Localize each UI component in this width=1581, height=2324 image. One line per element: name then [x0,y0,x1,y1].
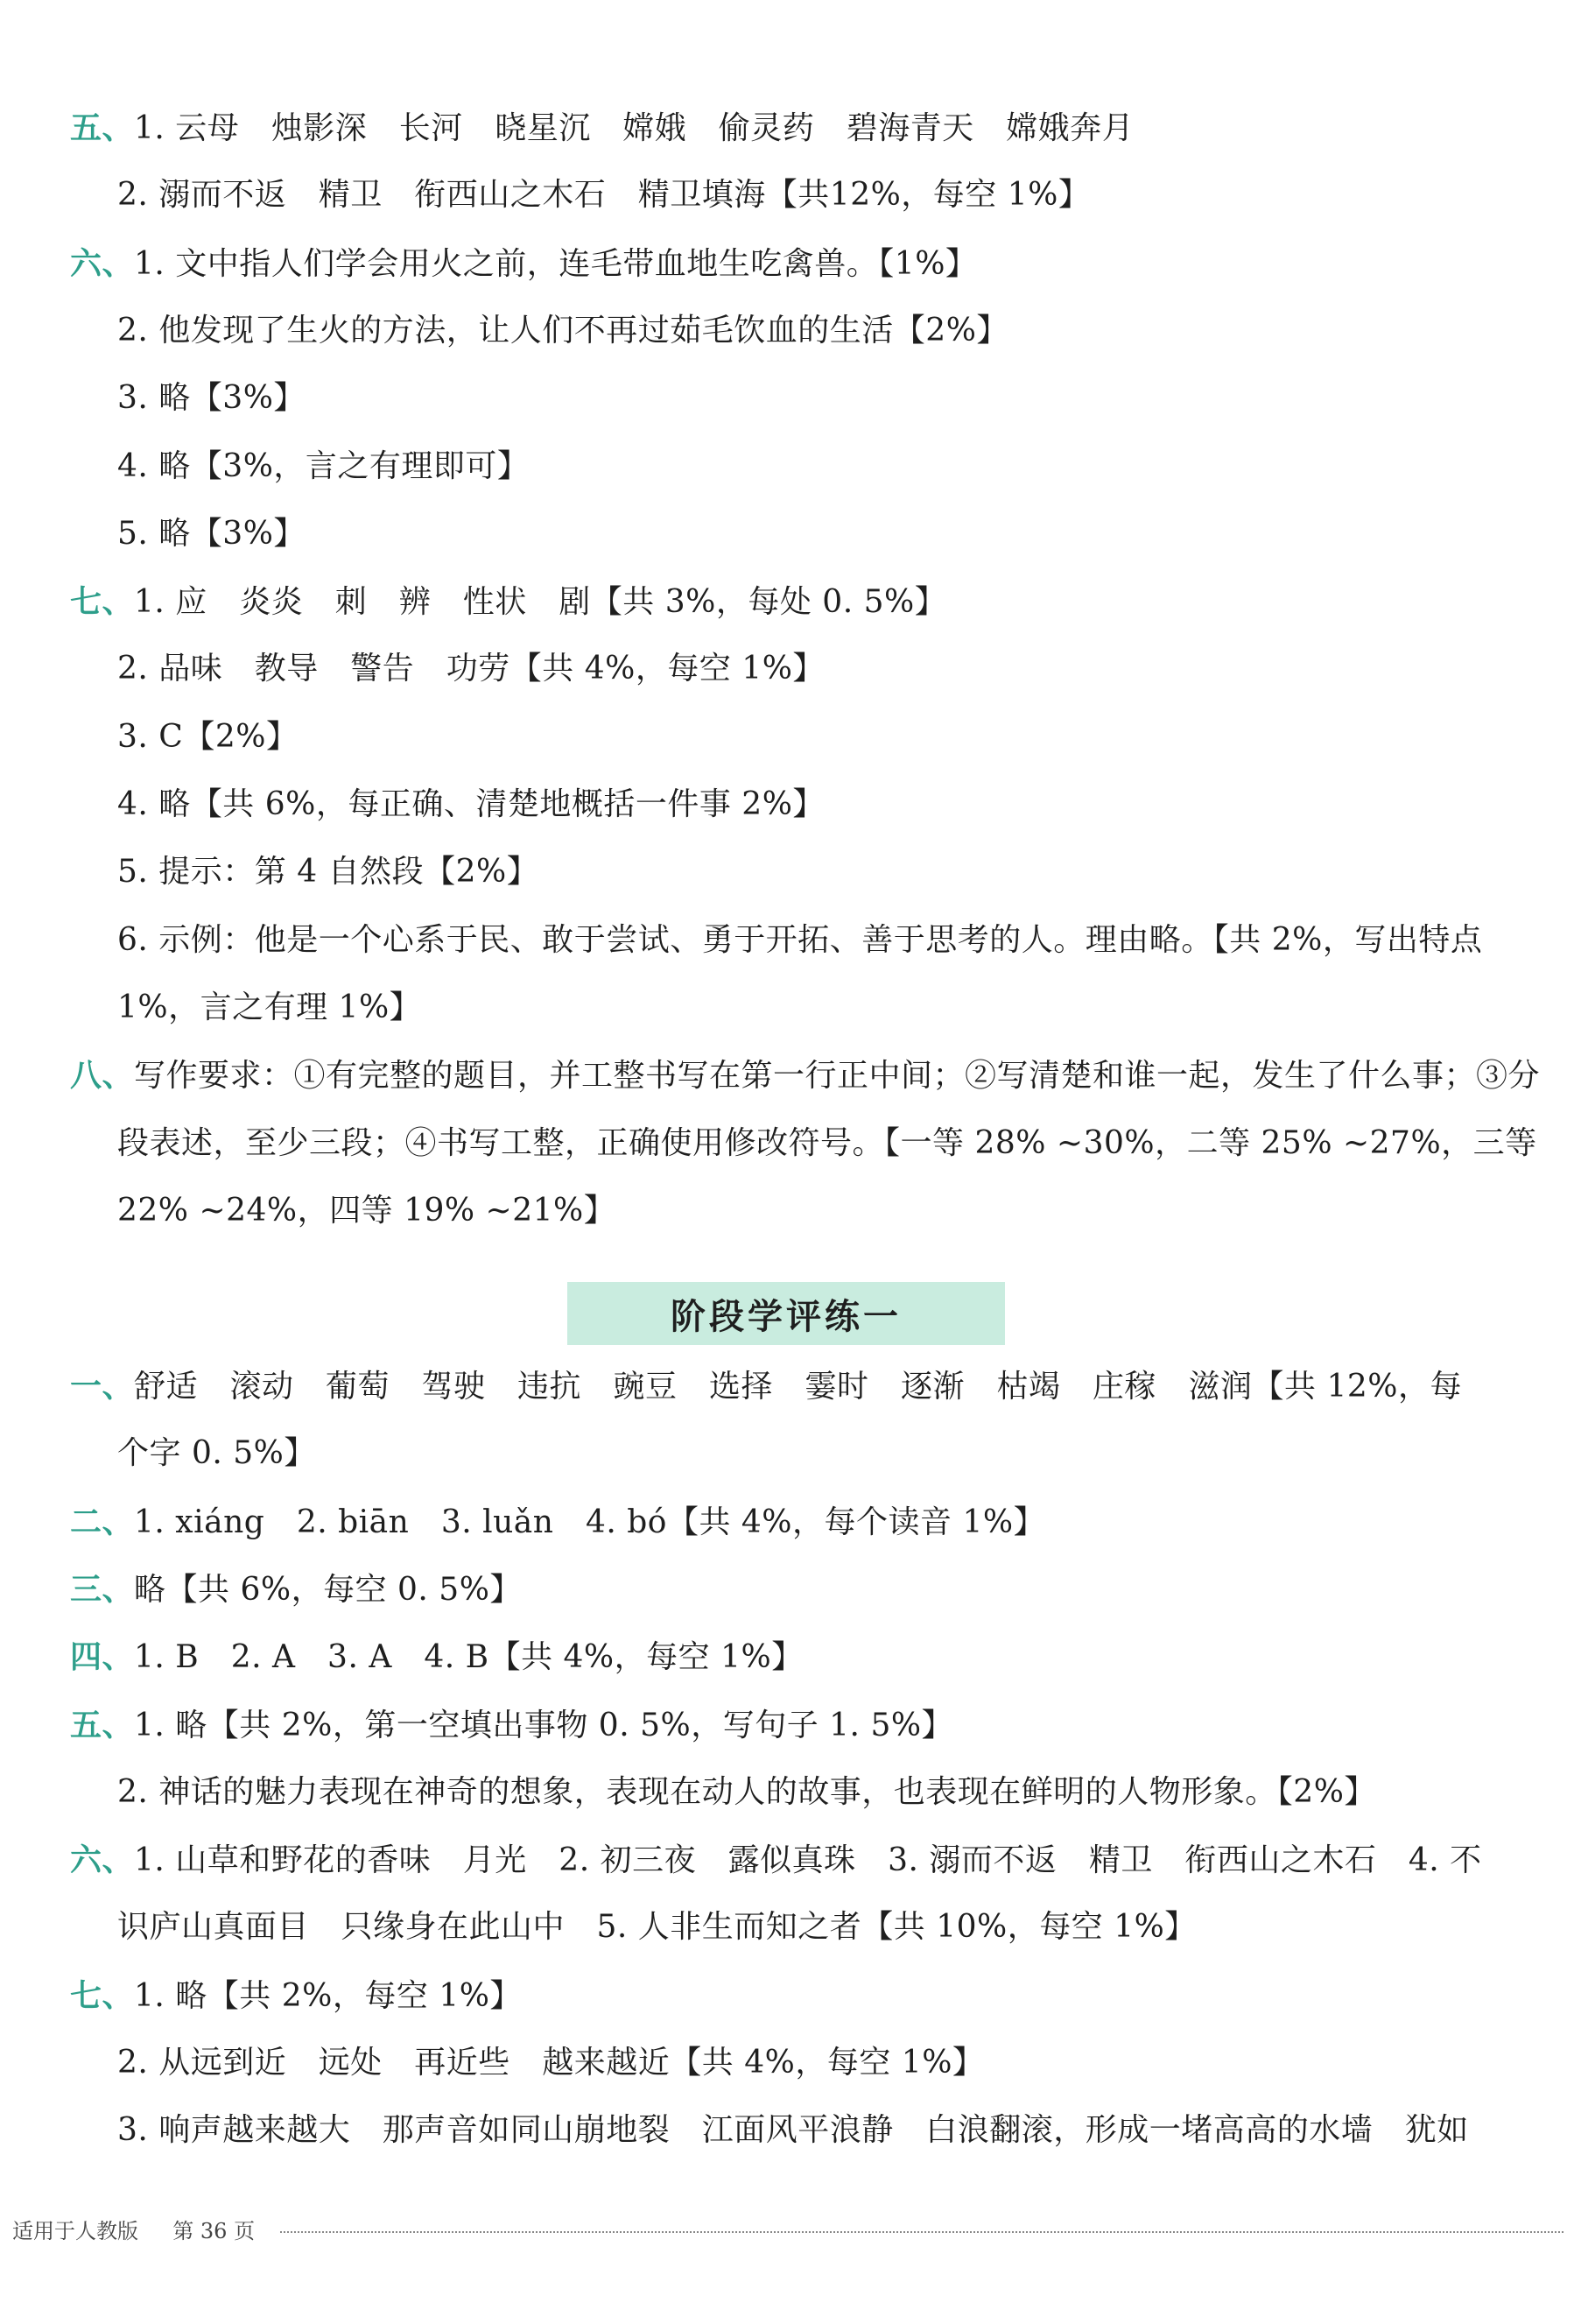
question-number: 三、 [70,1570,135,1608]
answer-text: 2. 他发现了生火的方法，让人们不再过茹毛饮血的生活【2%】 [117,312,1008,349]
footer-dotted-rule [280,2231,1563,2233]
answer-text: 1. 应 炎炎 刺 辨 性状 剧【共 3%，每处 0. 5%】 [134,584,947,621]
answer-text: 3. C【2%】 [117,718,299,755]
edition-label: 适用于人教版 [12,2219,138,2243]
answer-line [117,308,1502,354]
answer-text: 22% ~24%，四等 19% ~21%】 [117,1192,616,1229]
answer-text: 5. 提示：第 4 自然段【2%】 [117,854,539,891]
answer-text: 5. 略【3%】 [117,515,306,552]
answer-text: 1%，言之有理 1%】 [117,989,422,1025]
answer-line [117,849,1502,895]
answer-line [70,105,1502,151]
question-number: 七、 [70,583,135,621]
answer-line [70,1567,1502,1613]
answer-line [117,646,1502,692]
question-number: 一、 [70,1368,135,1405]
answer-line [70,1053,1541,1099]
answer-text: 2. 品味 教导 警告 功劳【共 4%，每空 1%】 [117,651,825,687]
answer-text: 识庐山真面目 只缘身在此山中 5. 人非生而知之者【共 10%，每空 1%】 [117,1909,1197,1946]
question-number: 二、 [70,1503,135,1540]
answer-text: 1. xiáng 2. biān 3. luǎn 4. bó【共 4%，每个读音 1%】 [134,1504,1046,1540]
answer-line [70,579,1502,625]
answer-text: 段表述，至少三段；④书写工整，正确使用修改符号。【一等 28% ~30%，二等 25% ~27%，三等 [117,1124,1537,1161]
question-number: 八、 [70,1057,135,1095]
answer-line [70,1363,1502,1410]
question-number: 六、 [70,244,135,282]
answer-text: 2. 溺而不返 精卫 衔西山之木石 精卫填海【共12%，每空 1%】 [117,177,1091,214]
answer-text: 2. 从远到近 远处 再近些 越来越近【共 4%，每空 1%】 [117,2045,985,2081]
answer-line [70,1499,1502,1546]
answer-text: 略【共 6%，每空 0. 5%】 [134,1571,522,1608]
answer-line [70,1837,1502,1884]
answer-line [117,782,1502,827]
answer-text: 3. 响声越来越大 那声音如同山崩地裂 江面风平浪静 白浪翻滚，形成一堵高高的水墙 犹如 [117,2112,1469,2149]
answer-line [117,511,1502,557]
answer-line [70,1973,1502,2019]
answer-line [117,1121,1537,1166]
answer-line [117,1905,1502,1950]
page-footer [12,2214,255,2244]
answer-text: 个字 0. 5%】 [117,1435,316,1472]
answer-text: 4. 略【共 6%，每正确、清楚地概括一件事 2%】 [117,786,825,822]
answer-text: 1. 山草和野花的香味 月光 2. 初三夜 露似真珠 3. 溺而不返 精卫 衔西山之木石 4. 不 [134,1842,1482,1879]
answer-line [117,2040,1502,2086]
answer-line [117,1188,1502,1234]
question-number: 四、 [70,1638,135,1676]
answer-line [117,376,1502,421]
answer-text: 1. 云母 烛影深 长河 晓星沉 嫦娥 偷灵药 碧海青天 嫦娥奔月 [134,110,1135,146]
question-number: 五、 [70,1706,135,1743]
answer-text: 6. 示例：他是一个心系于民、敢于尝试、勇于开拓、善于思考的人。理由略。【共 2%，写出特点 [117,921,1483,958]
answer-text: 4. 略【3%，言之有理即可】 [117,447,530,484]
answer-text: 写作要求：①有完整的题目，并工整书写在第一行正中间；②写清楚和谁一起，发生了什么事；③分 [134,1058,1541,1095]
answer-line [117,1770,1502,1815]
answer-line [70,241,1502,287]
answer-line [117,985,1502,1031]
answer-line [70,1634,1502,1680]
answer-line [117,918,1502,963]
answer-line [70,1702,1502,1749]
answer-text: 1. 略【共 2%，第一空填出事物 0. 5%，写句子 1. 5%】 [134,1707,954,1743]
answer-text: 1. B 2. A 3. A 4. B【共 4%，每空 1%】 [134,1639,804,1676]
answer-text: 舒适 滚动 葡萄 驾驶 违抗 豌豆 选择 霎时 逐渐 枯竭 庄稼 滋润【共 12%，每 [134,1369,1462,1405]
answer-line [117,173,1502,218]
answer-line [117,2108,1502,2153]
answer-text: 1. 文中指人们学会用火之前，连毛带血地生吃禽兽。【1%】 [134,245,978,282]
answer-line [117,1431,1502,1476]
answer-text: 2. 神话的魅力表现在神奇的想象，表现在动人的故事，也表现在鲜明的人物形象。【2%】 [117,1773,1376,1810]
question-number: 七、 [70,1976,135,2014]
answer-line [117,715,1502,760]
answer-text: 1. 略【共 2%，每空 1%】 [134,1977,522,2014]
question-number: 五、 [70,109,135,146]
answer-line [117,444,1502,489]
section-title: 阶段学评练一 [671,1296,902,1337]
section-title-banner [567,1282,1005,1345]
question-number: 六、 [70,1842,135,1879]
answer-text: 3. 略【3%】 [117,380,306,417]
page-number: 第 36 页 [172,2219,256,2243]
